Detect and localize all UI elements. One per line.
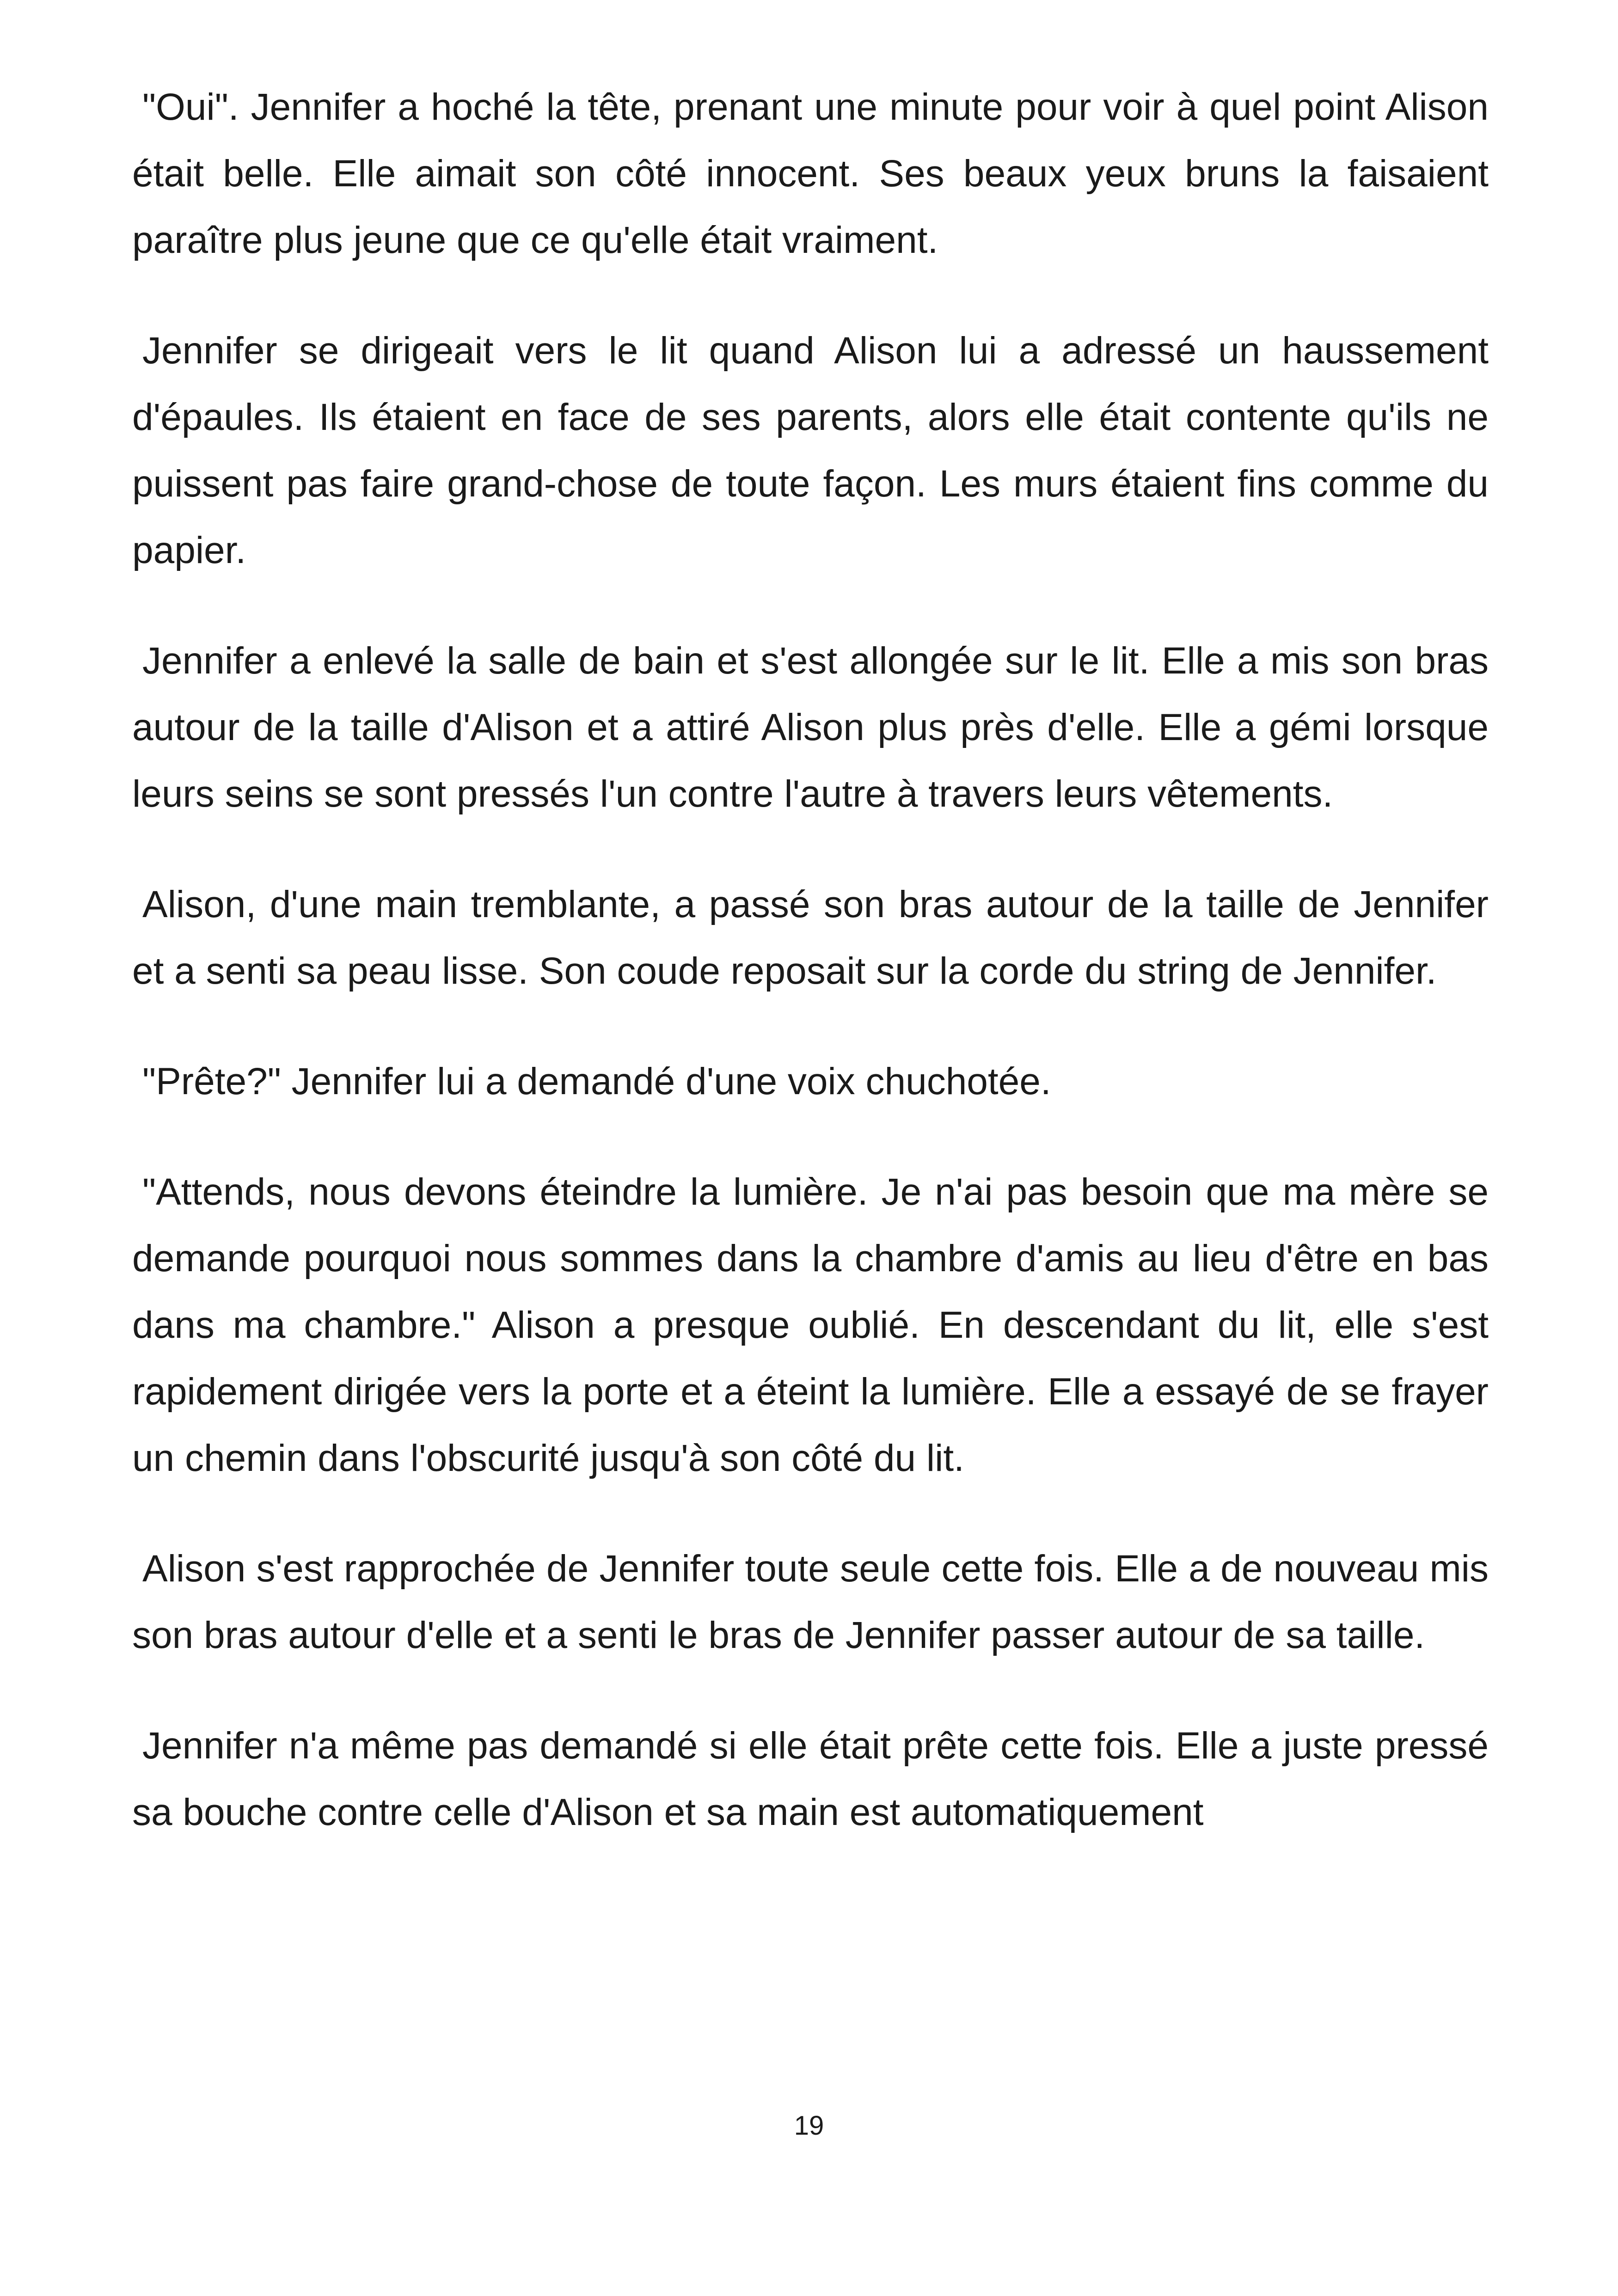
paragraph-3: Jennifer a enlevé la salle de bain et s'est allongée sur le lit. Elle a mis son bras autour de la taille d'Alison et a attiré Alison plus près d'elle. Elle a gémi lorsque leurs seins se sont pressés l'un contre l'autre à travers leurs vêtements. [132, 640, 1489, 815]
paragraph-4: Alison, d'une main tremblante, a passé son bras autour de la taille de Jennifer et a senti sa peau lisse. Son coude reposait sur la corde du string de Jennifer. [132, 883, 1489, 992]
page-number: 19 [794, 2111, 824, 2141]
paragraph-7: Alison s'est rapprochée de Jennifer toute seule cette fois. Elle a de nouveau mis son bras autour d'elle et a senti le bras de Jennifer passer autour de sa taille. [132, 1548, 1489, 1656]
body-text [132, 74, 1489, 1890]
paragraph-5: "Prête?" Jennifer lui a demandé d'une voix chuchotée. [142, 1060, 1051, 1102]
paragraph-2: Jennifer se dirigeait vers le lit quand Alison lui a adressé un haussement d'épaules. Ils étaient en face de ses parents, alors elle était contente qu'ils ne puissent pas faire grand-chose de toute façon. Les murs étaient fins comme du papier. [132, 330, 1489, 571]
paragraph-1: "Oui". Jennifer a hoché la tête, prenant une minute pour voir à quel point Alison était belle. Elle aimait son côté innocent. Ses beaux yeux bruns la faisaient paraître plus jeune que ce qu'elle était vraiment. [132, 86, 1489, 261]
paragraph-8: Jennifer n'a même pas demandé si elle était prête cette fois. Elle a juste pressé sa bouche contre celle d'Alison et sa main est automatiquement [132, 1725, 1489, 1833]
paragraph-6: "Attends, nous devons éteindre la lumière. Je n'ai pas besoin que ma mère se demande pourquoi nous sommes dans la chambre d'amis au lieu d'être en bas dans ma chambre." Alison a presque oublié. En descendant du lit, elle s'est rapidement dirigée vers la porte et a éteint la lumière. Elle a essayé de se frayer un chemin dans l'obscurité jusqu'à son côté du lit. [132, 1171, 1489, 1479]
